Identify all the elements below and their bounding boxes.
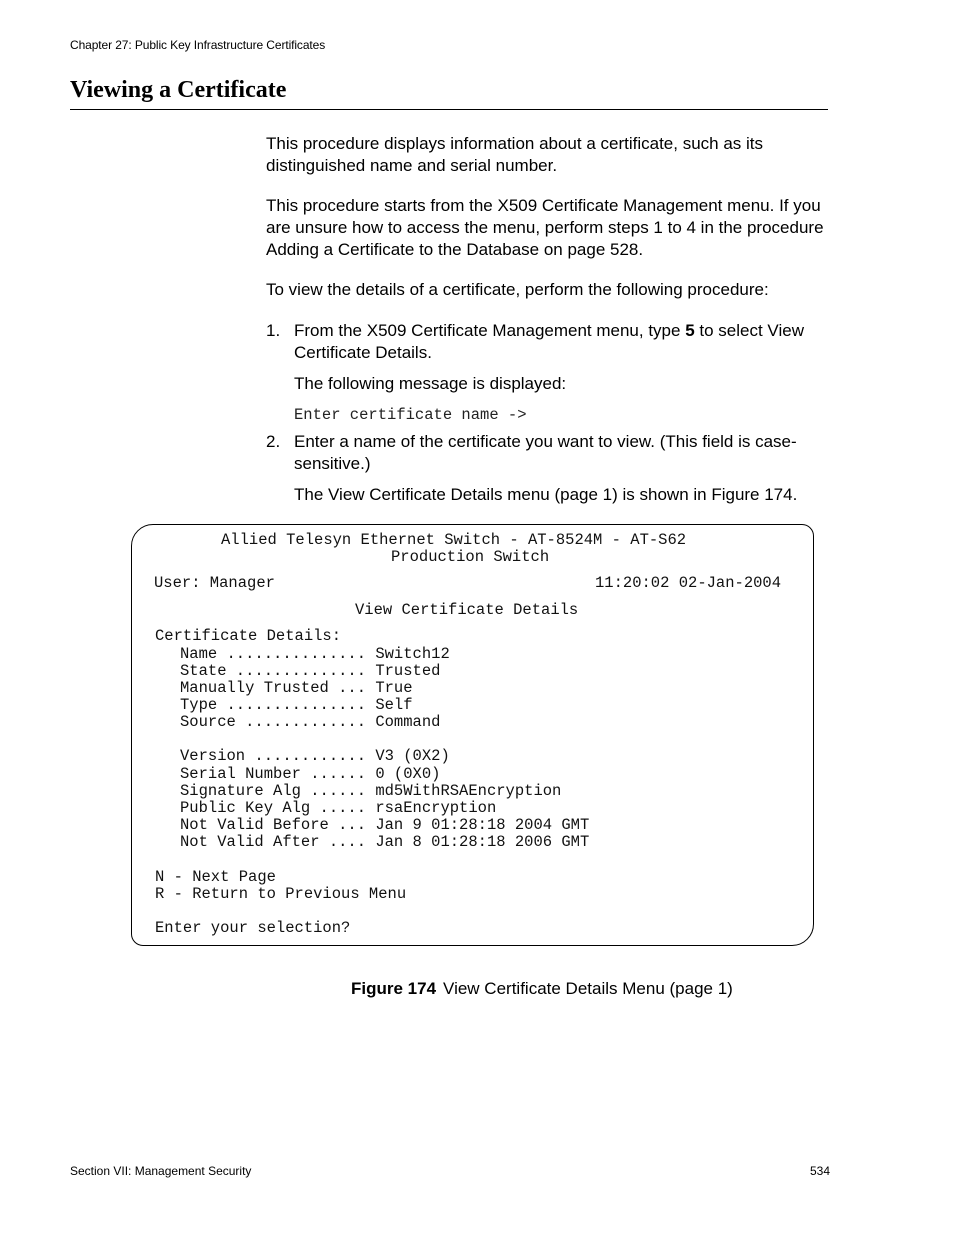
intro-paragraph: This procedure displays information about a certificate, such as its distinguished name and serial number.	[266, 134, 764, 175]
terminal-user: User: Manager	[154, 574, 275, 592]
page-title: Viewing a Certificate	[70, 77, 287, 103]
terminal-field: Version ............ V3 (0X2)	[180, 747, 450, 765]
terminal-menu-title: View Certificate Details	[355, 601, 579, 619]
figure-caption-text: View Certificate Details Menu (page 1)	[443, 979, 733, 998]
figure-label: Figure 174	[351, 979, 437, 998]
step-text-part: From the X509 Certificate Management menu, type	[294, 321, 686, 340]
step-number: 2.	[266, 432, 281, 451]
terminal-field: Signature Alg ...... md5WithRSAEncryption	[180, 782, 562, 800]
terminal-field: Name ............... Switch12	[180, 645, 450, 663]
terminal-field: Public Key Alg ..... rsaEncryption	[180, 799, 497, 817]
page-number: 534	[810, 1164, 831, 1178]
terminal-field: Serial Number ...... 0 (0X0)	[180, 765, 441, 783]
prerequisite-paragraph: This procedure starts from the X509 Certificate Management menu. If you are unsure how to access the menu, perform steps 1 to 4 in the procedure Adding a Certificate to the Database on page 528.	[266, 196, 824, 259]
code-prompt: Enter certificate name ->	[294, 406, 527, 424]
terminal-field: Manually Trusted ... True	[180, 679, 413, 697]
step-note: The View Certificate Details menu (page 1) is shown in Figure 174.	[294, 485, 798, 504]
step-number: 1.	[266, 321, 281, 340]
terminal-option-return: R - Return to Previous Menu	[155, 885, 407, 903]
procedure-lead-paragraph: To view the details of a certificate, perform the following procedure:	[266, 280, 769, 299]
terminal-field: Type ............... Self	[180, 696, 413, 714]
title-rule	[70, 109, 828, 110]
terminal-banner: Allied Telesyn Ethernet Switch - AT-8524M - AT-S62	[221, 531, 687, 549]
terminal-field: State .............. Trusted	[180, 662, 441, 680]
figure-caption	[351, 979, 733, 999]
terminal-field: Not Valid After .... Jan 8 01:28:18 2006 GMT	[180, 833, 590, 851]
running-footer-section: Section VII: Management Security	[70, 1164, 252, 1178]
step-text-part: to select View Certificate Details.	[294, 321, 804, 362]
terminal-option-next: N - Next Page	[155, 868, 276, 886]
terminal-field: Not Valid Before ... Jan 9 01:28:18 2004 GMT	[180, 816, 590, 834]
terminal-prompt: Enter your selection?	[155, 919, 351, 937]
step-key: 5	[685, 321, 695, 340]
terminal-banner-subtitle: Production Switch	[391, 548, 550, 566]
step-text: Enter a name of the certificate you want to view. (This field is case-sensitive.)	[294, 432, 797, 473]
step-text	[294, 320, 824, 364]
terminal-section-label: Certificate Details:	[155, 627, 342, 645]
terminal-datetime: 11:20:02 02-Jan-2004	[595, 574, 782, 592]
step-note: The following message is displayed:	[294, 374, 567, 393]
terminal-field: Source ............. Command	[180, 713, 441, 731]
running-header: Chapter 27: Public Key Infrastructure Certificates	[70, 38, 326, 52]
